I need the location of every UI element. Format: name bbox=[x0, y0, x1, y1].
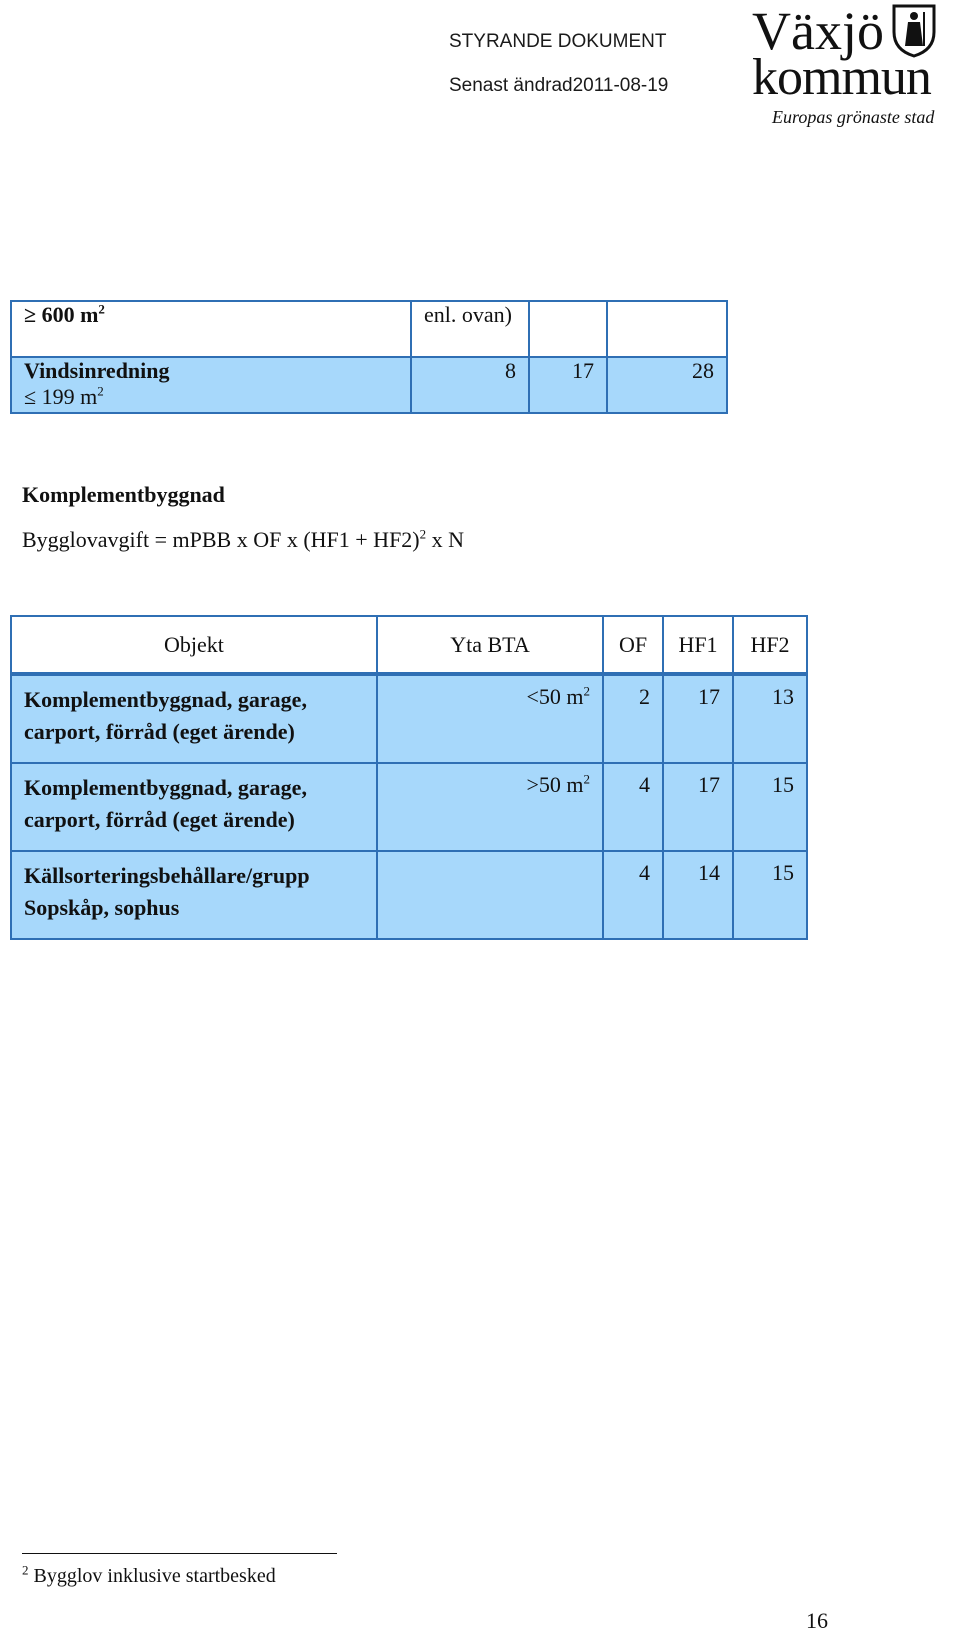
footnote-text: Bygglov inklusive startbesked bbox=[28, 1565, 276, 1587]
area-text: <50 m bbox=[526, 684, 584, 709]
formula-tail: x N bbox=[426, 527, 465, 552]
document-type-label: STYRANDE DOKUMENT bbox=[449, 31, 667, 52]
object-cell bbox=[11, 851, 377, 939]
logo-tagline: Europas grönaste stad bbox=[772, 107, 935, 127]
column-header-hf2: HF2 bbox=[733, 616, 807, 674]
section-heading: Komplementbyggnad bbox=[22, 482, 225, 507]
superscript: 2 bbox=[97, 383, 104, 399]
of-cell: 4 bbox=[603, 851, 663, 939]
table-cell-note bbox=[411, 301, 529, 357]
vaxjo-kommun-logo bbox=[750, 0, 960, 130]
hf2-cell: 13 bbox=[733, 674, 807, 763]
logo-line-2: kommun bbox=[752, 49, 931, 106]
area-cell bbox=[377, 674, 603, 763]
superscript: 2 bbox=[583, 771, 590, 787]
hf1-cell: 14 bbox=[663, 851, 733, 939]
column-header-objekt: Objekt bbox=[11, 616, 377, 674]
fee-formula bbox=[22, 527, 464, 553]
superscript: 2 bbox=[98, 301, 105, 317]
footnote-divider bbox=[22, 1553, 337, 1554]
table-cell bbox=[529, 301, 607, 357]
object-line: Komplementbyggnad, garage, bbox=[24, 775, 307, 800]
footnote bbox=[22, 1562, 276, 1588]
object-cell bbox=[11, 674, 377, 763]
komplement-fee-table bbox=[10, 615, 808, 940]
table-cell-value: 17 bbox=[529, 357, 607, 413]
hf1-cell: 17 bbox=[663, 674, 733, 763]
table-cell-label bbox=[11, 301, 411, 357]
row-sublabel bbox=[24, 384, 398, 410]
area-text: >50 m bbox=[526, 772, 584, 797]
footnote-ref: 2 bbox=[419, 526, 427, 542]
area-cell bbox=[377, 851, 603, 939]
object-line: carport, förråd (eget ärende) bbox=[24, 719, 295, 744]
table-cell bbox=[607, 301, 727, 357]
table-row bbox=[11, 763, 807, 851]
table-row bbox=[11, 674, 807, 763]
table-cell-label bbox=[11, 357, 411, 413]
table-row bbox=[11, 851, 807, 939]
column-header-hf1: HF1 bbox=[663, 616, 733, 674]
column-header-of: OF bbox=[603, 616, 663, 674]
table-cell-value: 28 bbox=[607, 357, 727, 413]
hf2-cell: 15 bbox=[733, 763, 807, 851]
coat-of-arms-icon bbox=[890, 2, 938, 58]
of-cell: 4 bbox=[603, 763, 663, 851]
formula-text: Bygglovavgift = mPBB x OF x (HF1 + HF2) bbox=[22, 527, 420, 552]
column-header-yta: Yta BTA bbox=[377, 616, 603, 674]
sublabel-text: ≤ 199 m bbox=[24, 384, 98, 409]
object-line: Källsorteringsbehållare/grupp bbox=[24, 863, 310, 888]
table-cell-value: 8 bbox=[411, 357, 529, 413]
hf1-cell: 17 bbox=[663, 763, 733, 851]
logo-line-1: Växjö bbox=[752, 1, 884, 61]
object-cell bbox=[11, 763, 377, 851]
last-changed-date: Senast ändrad2011-08-19 bbox=[449, 75, 669, 96]
superscript: 2 bbox=[583, 683, 590, 699]
hf2-cell: 15 bbox=[733, 851, 807, 939]
of-cell: 2 bbox=[603, 674, 663, 763]
fee-table-continued bbox=[10, 300, 728, 414]
area-label: ≥ 600 m bbox=[24, 302, 99, 327]
object-line: Komplementbyggnad, garage, bbox=[24, 687, 307, 712]
object-line: carport, förråd (eget ärende) bbox=[24, 807, 295, 832]
footnote-number: 2 bbox=[22, 1562, 29, 1578]
row-label: Vindsinredning bbox=[24, 358, 170, 383]
object-line: Sopskåp, sophus bbox=[24, 895, 180, 920]
note-text: enl. ovan) bbox=[424, 302, 512, 327]
page-number: 16 bbox=[806, 1608, 828, 1633]
area-cell bbox=[377, 763, 603, 851]
